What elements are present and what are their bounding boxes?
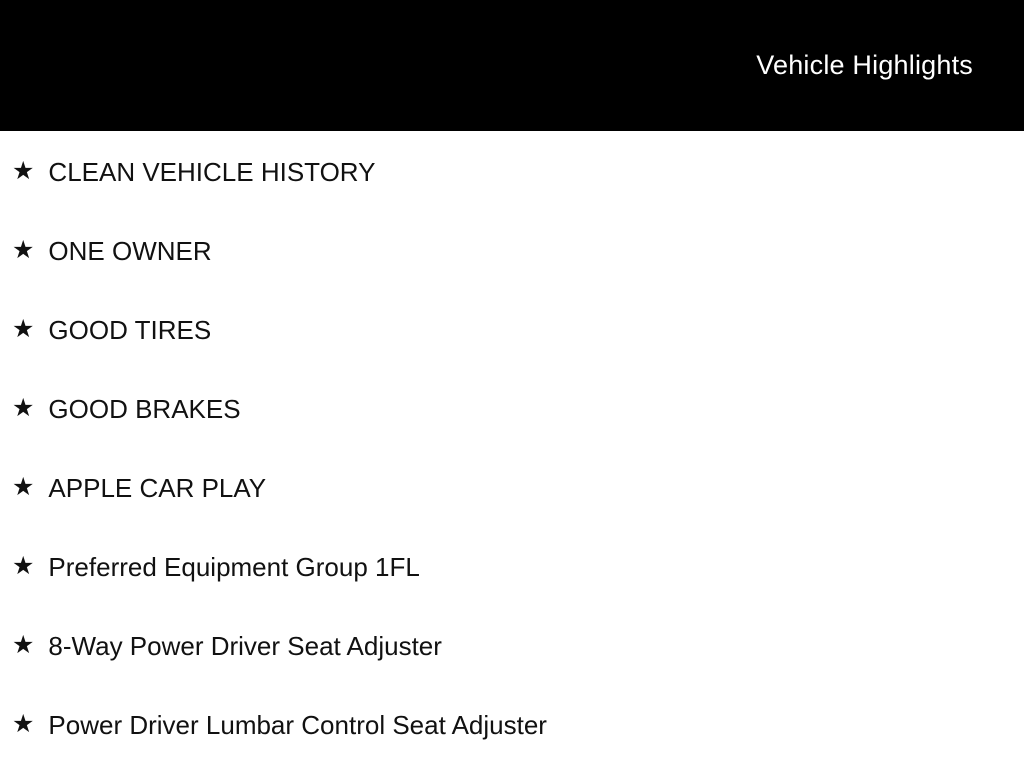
star-icon: ★ <box>12 394 35 422</box>
star-icon: ★ <box>12 315 35 343</box>
list-item <box>12 370 1024 449</box>
star-icon: ★ <box>12 552 35 580</box>
list-item <box>12 291 1024 370</box>
highlight-label: 8-Way Power Driver Seat Adjuster <box>48 630 442 661</box>
star-icon: ★ <box>12 236 35 264</box>
list-item <box>12 686 1024 765</box>
list-item <box>12 449 1024 528</box>
highlights-list <box>0 131 1024 765</box>
list-item <box>12 607 1024 686</box>
highlight-label: GOOD TIRES <box>48 314 212 345</box>
highlight-label: GOOD BRAKES <box>48 393 241 424</box>
list-item <box>12 212 1024 291</box>
highlight-label: CLEAN VEHICLE HISTORY <box>48 156 376 187</box>
star-icon: ★ <box>12 631 35 659</box>
list-item <box>12 528 1024 607</box>
list-item <box>12 133 1024 212</box>
page-title: Vehicle Highlights <box>756 50 973 80</box>
highlight-label: Preferred Equipment Group 1FL <box>48 551 420 582</box>
header-bar <box>0 0 1024 131</box>
highlight-label: Power Driver Lumbar Control Seat Adjuster <box>48 709 547 740</box>
star-icon: ★ <box>12 710 35 738</box>
star-icon: ★ <box>12 473 35 501</box>
highlight-label: ONE OWNER <box>48 235 212 266</box>
star-icon: ★ <box>12 157 35 185</box>
highlight-label: APPLE CAR PLAY <box>48 472 267 503</box>
